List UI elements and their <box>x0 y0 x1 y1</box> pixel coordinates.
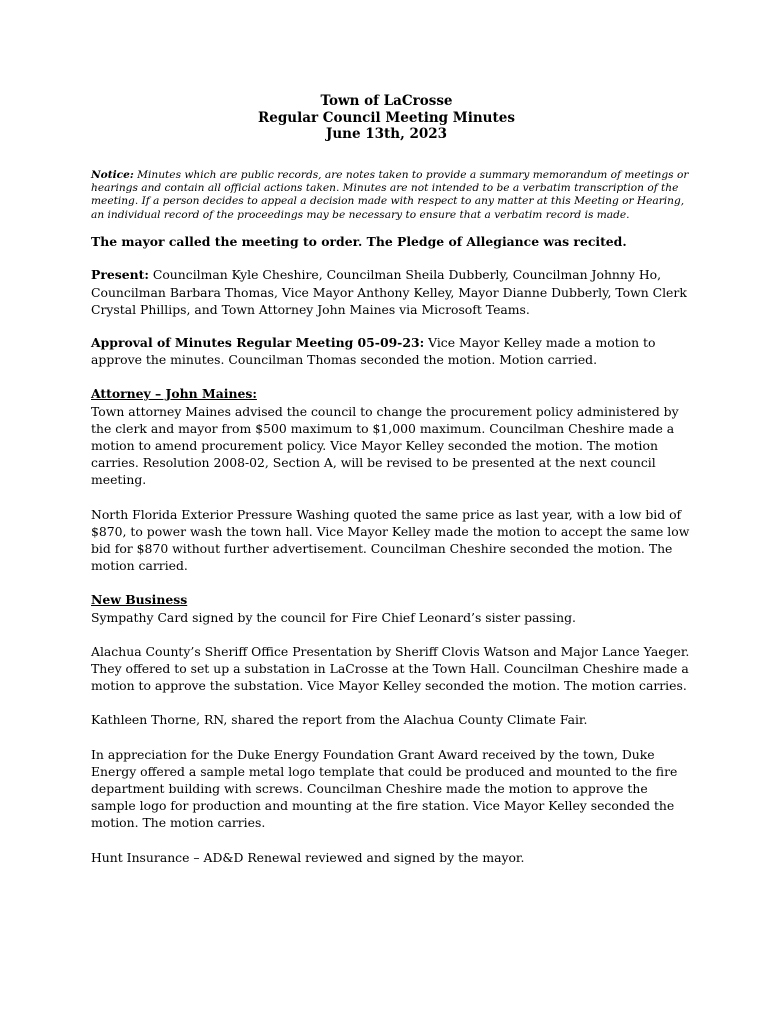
present-text: Councilman Kyle Cheshire, Councilman Sheila Dubberly, Councilman Johnny Ho, Councilman Barbara Thomas, Vice Mayor Anthony Kelley, Mayor Dianne Dubberly, Town Clerk Crystal Phillips, and Town Attorney John Maines via Microsoft Teams. <box>91 267 687 317</box>
call-to-order: The mayor called the meeting to order. The Pledge of Allegiance was recited. <box>91 234 627 250</box>
new-business-heading: New Business <box>91 592 188 608</box>
notice-label: Notice: <box>91 168 134 181</box>
title-date: June 13th, 2023 <box>325 126 448 142</box>
approval-label: Approval of Minutes Regular Meeting 05-09-23: <box>91 334 425 350</box>
new-business-paragraph-1: Sympathy Card signed by the council for Fire Chief Leonard’s sister passing. <box>91 609 576 625</box>
new-business-paragraph-5: Hunt Insurance – AD&D Renewal reviewed and signed by the mayor. <box>91 849 525 865</box>
present-label: Present: <box>91 267 149 283</box>
new-business-paragraph-4: In appreciation for the Duke Energy Foundation Grant Award received by the town, Duke Energy offered a sample metal logo template that could be produced and mounted to the fire department building with screws. Councilman Cheshire made the motion to approve the sample logo for production and mounting at the fire station. Vice Mayor Kelley seconded the motion. The motion carries. <box>91 746 678 831</box>
document-title <box>82 93 691 143</box>
minutes-page <box>91 93 691 866</box>
present-paragraph <box>91 266 691 318</box>
approval-paragraph <box>91 334 691 368</box>
new-business-paragraph-3: Kathleen Thorne, RN, shared the report from the Alachua County Climate Fair. <box>91 712 588 728</box>
attorney-heading: Attorney – John Maines: <box>91 386 257 402</box>
approval-text: Vice Mayor Kelley made a motion to approve the minutes. Councilman Thomas seconded the motion. Motion carried. <box>91 334 656 368</box>
title-meeting: Regular Council Meeting Minutes <box>258 109 515 126</box>
attorney-paragraph-1: Town attorney Maines advised the council to change the procurement policy administered by the clerk and mayor from $500 maximum to $1,000 maximum. Councilman Cheshire made a motion to amend procurement policy. Vice Mayor Kelley seconded the motion. The motion carries. Resolution 2008-02, Section A, will be revised to be presented at the next council meeting. <box>91 403 679 488</box>
attorney-paragraph-2: North Florida Exterior Pressure Washing quoted the same price as last year, with a low bid of $870, to power wash the town hall. Vice Mayor Kelley made the motion to accept the same low bid for $870 without further advertisement. Councilman Cheshire seconded the motion. The motion carried. <box>91 506 690 574</box>
notice-paragraph <box>91 169 691 223</box>
notice-text: Minutes which are public records, are notes taken to provide a summary memorandum of meetings or hearings and contain all official actions taken. Minutes are not intended to be a verbatim transcription of the meeting. If a person decides to appeal a decision made with respect to any matter at this Meeting or Hearing, an individual record of the proceedings may be necessary to ensure that a verbatim record is made. <box>91 168 689 221</box>
title-town: Town of LaCrosse <box>320 93 453 109</box>
new-business-paragraph-2: Alachua County’s Sheriff Office Presentation by Sheriff Clovis Watson and Major Lance Yaeger. They offered to set up a substation in LaCrosse at the Town Hall. Councilman Cheshire made a motion to approve the substation. Vice Mayor Kelley seconded the motion. The motion carries. <box>91 643 690 694</box>
